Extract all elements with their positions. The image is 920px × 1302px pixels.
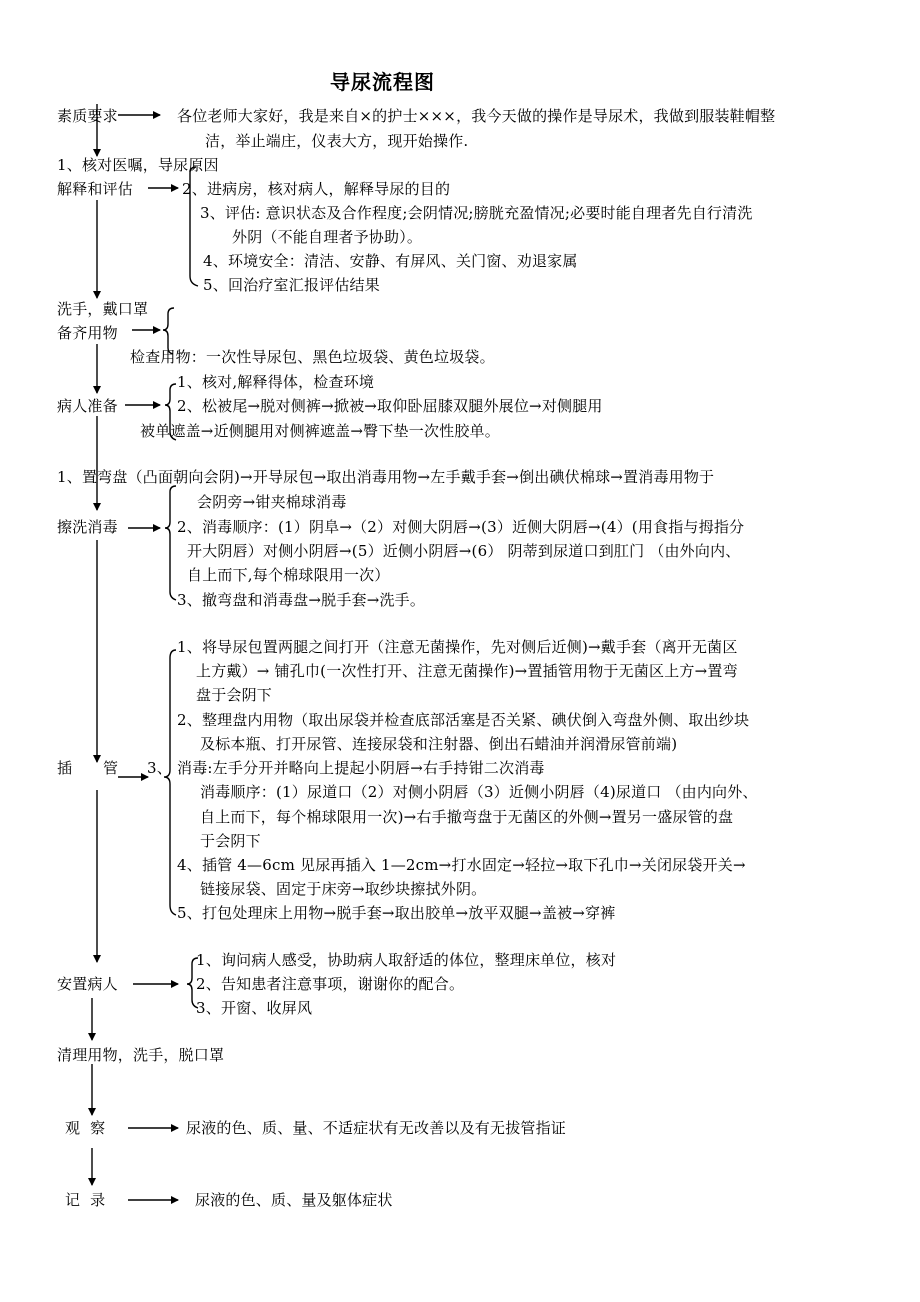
step-label-cleanup: 清理用物，洗手，脱口罩 — [57, 1046, 225, 1064]
catheter-item-2b: 及标本瓶、打开尿管、连接尿袋和注射器、倒出石蜡油并润滑尿管前端) — [200, 735, 678, 753]
patient-prep-item-1: 1、核对,解释得体，检查环境 — [177, 373, 375, 391]
disinfect-item-2a: 2、消毒顺序：(1）阴阜→（2）对侧大阴唇→(3）近侧大阴唇→(4）(用食指与拇指分 — [177, 518, 745, 536]
assess-item-1: 1、核对医嘱，导尿原因 — [57, 156, 219, 174]
catheter-item-1c: 盘于会阴下 — [196, 686, 273, 704]
catheter-item-3a: 消毒:左手分开并略向上提起小阴唇→右手持钳二次消毒 — [177, 759, 545, 777]
step-label-catheter-a: 插 — [57, 759, 73, 777]
catheter-item-4a: 4、插管 4—6cm 见尿再插入 1—2cm→打水固定→轻拉→取下孔巾→关闭尿袋开关→ — [177, 856, 746, 874]
disinfect-item-1b: 会阴旁→钳夹棉球消毒 — [197, 493, 347, 511]
patient-prep-item-2a: 2、松被尾→脱对侧裤→掀被→取仰卧屈膝双腿外展位→对侧腿用 — [177, 397, 603, 415]
catheter-item-2a: 2、整理盘内用物（取出尿袋并检查底部活塞是否关紧、碘伏倒入弯盘外侧、取出纱块 — [177, 711, 750, 729]
catheter-item-3d: 于会阴下 — [200, 832, 261, 850]
catheter-item-3b: 消毒顺序：(1）尿道口（2）对侧小阴唇（3）近侧小阴唇（4)尿道口 （由内向外、 — [200, 783, 758, 801]
step-label-patient-prep: 病人准备 — [57, 397, 118, 415]
step-label-wash-mask: 洗手，戴口罩 — [57, 300, 149, 318]
step-label-prepare-items: 备齐用物 — [57, 324, 118, 342]
catheter-item-4b: 链接尿袋、固定于床旁→取纱块擦拭外阴。 — [200, 880, 487, 898]
catheter-item-5: 5、打包处理床上用物→脱手套→取出胶单→放平双腿→盖被→穿裤 — [177, 904, 616, 922]
assess-item-2: 2、进病房，核对病人，解释导尿的目的 — [182, 180, 451, 198]
disinfect-item-2c: 自上而下,每个棉球限用一次） — [187, 566, 390, 584]
page-title: 导尿流程图 — [330, 70, 435, 94]
step-label-record: 记 录 — [65, 1191, 106, 1209]
assess-item-5: 5、回治疗室汇报评估结果 — [203, 276, 380, 294]
catheter-item-1a: 1、将导尿包置两腿之间打开（注意无菌操作，先对侧后近侧)→戴手套（离开无菌区 — [177, 638, 738, 656]
step-label-disinfect: 擦洗消毒 — [57, 518, 118, 536]
settle-item-3: 3、开窗、收屏风 — [196, 999, 313, 1017]
assess-item-4: 4、环境安全：清洁、安静、有屏风、关门窗、劝退家属 — [203, 252, 578, 270]
catheter-item-3-number: 3、 — [147, 759, 172, 777]
step-label-catheter-b: 管 — [103, 759, 119, 777]
disinfect-item-2b: 开大阴唇）对侧小阴唇→(5）近侧小阴唇→(6） 阴蒂到尿道口到肛门 （由外向内、 — [187, 542, 741, 560]
catheter-item-1b: 上方戴）→ 铺孔巾(一次性打开、注意无菌操作)→置插管用物于无菌区上方→置弯 — [196, 662, 738, 680]
assess-item-3b: 外阴（不能自理者予协助）。 — [232, 228, 423, 246]
step-label-settle: 安置病人 — [57, 975, 118, 993]
step-label-observe: 观 察 — [65, 1119, 106, 1137]
record-detail: 尿液的色、质、量及躯体症状 — [195, 1191, 393, 1209]
settle-item-2: 2、告知患者注意事项，谢谢你的配合。 — [196, 975, 465, 993]
quality-text-line2: 洁，举止端庄，仪表大方，现开始操作. — [205, 132, 469, 150]
settle-item-1: 1、询问病人感受，协助病人取舒适的体位，整理床单位，核对 — [196, 951, 617, 969]
disinfect-item-1a: 1、置弯盘（凸面朝向会阴)→开导尿包→取出消毒用物→左手戴手套→倒出碘伏棉球→置消毒用物于 — [57, 468, 715, 486]
step-label-quality: 素质要求 — [57, 107, 118, 125]
catheter-item-3c: 自上而下，每个棉球限用一次)→右手撤弯盘于无菌区的外侧→置另一盛尿管的盘 — [200, 808, 734, 826]
disinfect-item-3: 3、撤弯盘和消毒盘→脱手套→洗手。 — [177, 591, 426, 609]
prepare-items-detail: 检查用物：一次性导尿包、黑色垃圾袋、黄色垃圾袋。 — [130, 348, 495, 366]
quality-text-line1: 各位老师大家好，我是来自×的护士×××，我今天做的操作是导尿术，我做到服装鞋帽整 — [177, 107, 776, 125]
step-label-assess: 解释和评估 — [57, 180, 134, 198]
observe-detail: 尿液的色、质、量、不适症状有无改善以及有无拔管指证 — [186, 1119, 567, 1137]
assess-item-3a: 3、评估: 意识状态及合作程度;会阴情况;膀胱充盈情况;必要时能自理者先自行清洗 — [200, 204, 753, 222]
patient-prep-item-2b: 被单遮盖→近侧腿用对侧裤遮盖→臀下垫一次性胶单。 — [140, 422, 500, 440]
